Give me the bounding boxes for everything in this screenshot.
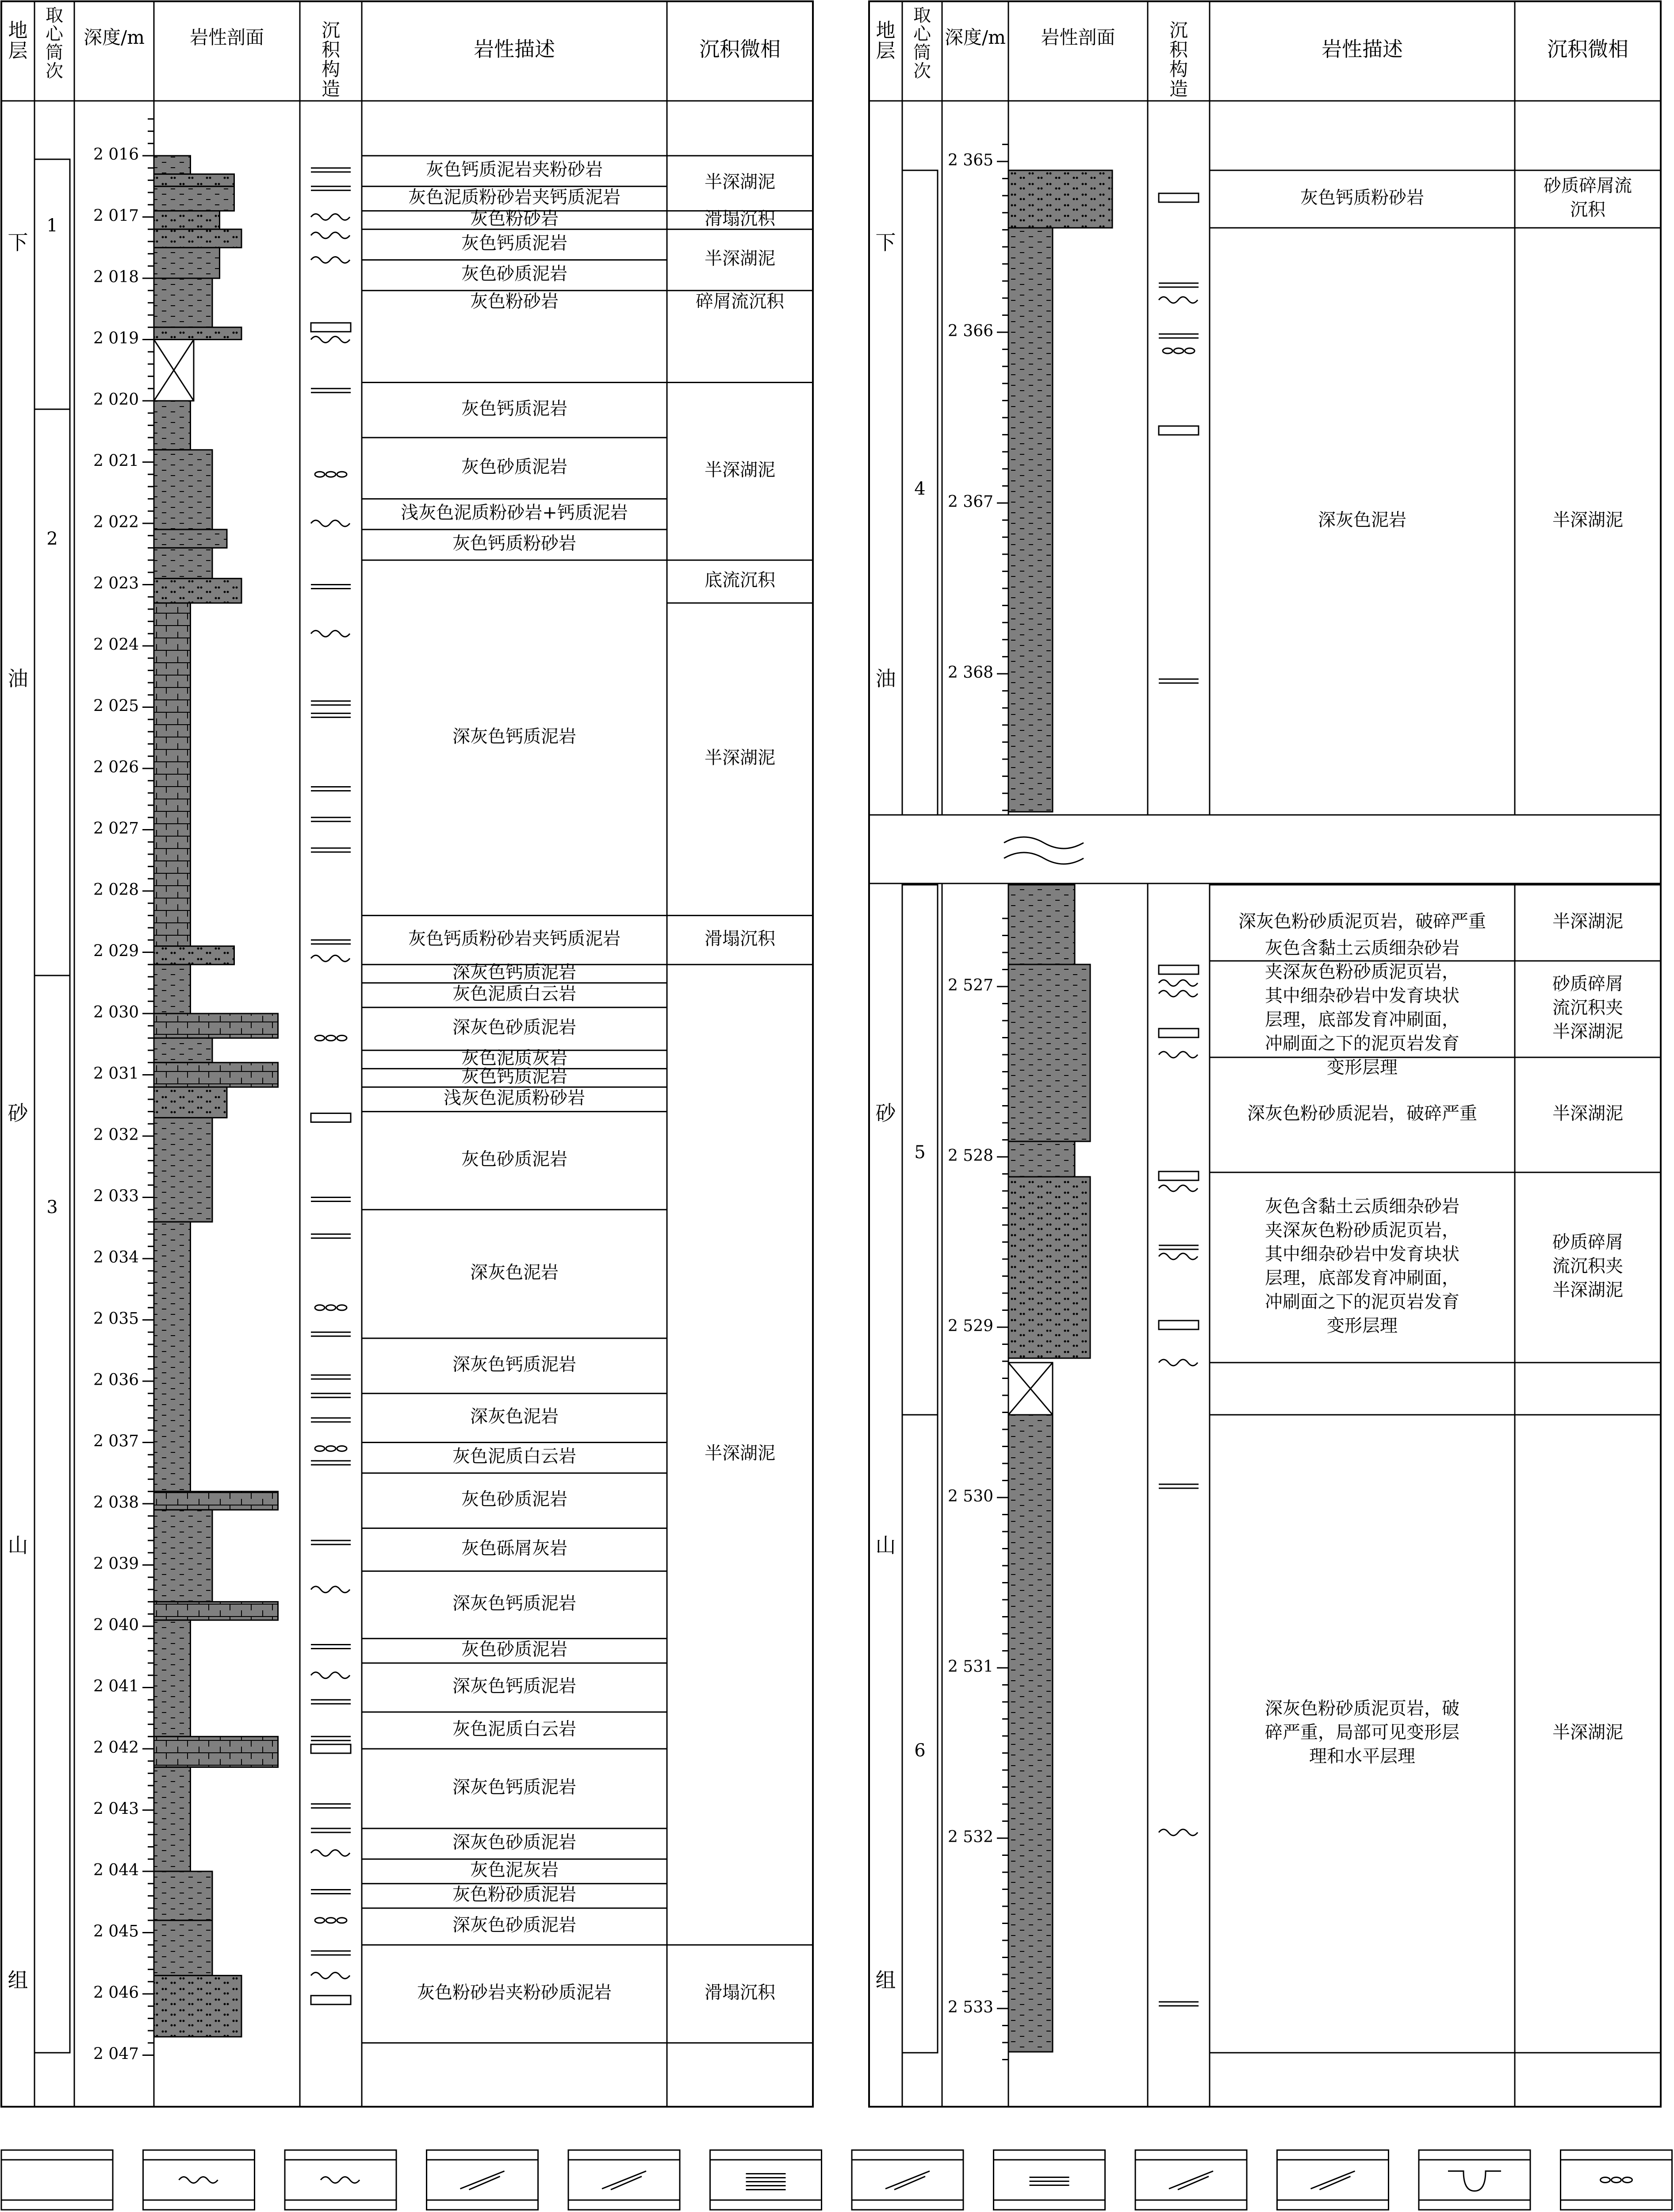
massive-bedding-symbol <box>1159 965 1199 974</box>
lithology-bed <box>1008 1415 1053 2052</box>
scour-surface-symbol <box>311 257 350 263</box>
lithology-bed <box>154 603 191 946</box>
core-run-box <box>34 159 70 409</box>
right-header-facies: 沉积微相 <box>1547 37 1628 61</box>
depth-label: 2 016 <box>93 146 139 164</box>
depth-label: 2 366 <box>947 322 993 340</box>
formation-char: 砂 <box>8 1101 28 1125</box>
description-text: 灰色泥灰岩 <box>470 1860 559 1880</box>
description-text: 浅灰色泥质粉砂岩 <box>444 1087 585 1108</box>
depth-label: 2 527 <box>947 976 993 995</box>
description-text: 深灰色钙质泥岩 <box>452 1593 576 1614</box>
right-header-desc: 岩性描述 <box>1322 37 1403 61</box>
description-text: 浅灰色泥质粉砂岩+钙质泥岩 <box>401 503 628 523</box>
lenticular-bedding-symbol <box>337 1446 347 1451</box>
left-header-desc: 岩性描述 <box>474 37 555 61</box>
lenticular-bedding-symbol <box>315 1305 325 1310</box>
scour-surface-symbol <box>311 1850 350 1856</box>
lithology-bed <box>154 174 234 187</box>
lithology-bed <box>154 1767 191 1871</box>
lithology-bed <box>1008 170 1112 228</box>
facies-text: 碎屑流沉积 <box>696 291 784 312</box>
lenticular-bedding-symbol <box>315 1918 325 1923</box>
description-text: 深灰色粉砂质泥岩，破碎严重 <box>1247 1103 1477 1124</box>
depth-label: 2 044 <box>93 1861 139 1879</box>
scour-surface-symbol <box>311 520 350 526</box>
lithology-bed <box>154 327 241 340</box>
left-header-core <box>46 5 64 81</box>
lithology-bed <box>154 964 191 1014</box>
facies-text: 半深湖泥 <box>1552 1722 1623 1743</box>
lithology-bed <box>154 1975 241 2037</box>
left-panel-frame <box>1 1 813 2107</box>
formation-char: 油 <box>8 667 28 691</box>
lenticular-bedding-symbol <box>1174 348 1184 353</box>
header-char: 构 <box>321 58 341 81</box>
lithology-bed <box>154 1871 212 1920</box>
lithology-bed <box>1008 964 1090 1141</box>
description-text: 深灰色砂质泥岩 <box>452 1915 576 1936</box>
massive-bedding-symbol <box>1159 193 1199 202</box>
scour-surface-symbol <box>1159 1253 1198 1260</box>
description-text: 灰色钙质泥岩 <box>461 1066 567 1087</box>
lithology-bed <box>1008 1141 1075 1177</box>
core-run-number: 2 <box>46 529 58 549</box>
formation-char: 砂 <box>875 1101 896 1125</box>
lithology-bed <box>154 1038 212 1062</box>
legend-box <box>1 2150 113 2210</box>
facies-text: 半深湖泥 <box>705 460 775 480</box>
depth-label: 2 367 <box>947 493 993 511</box>
depth-label: 2 042 <box>93 1739 139 1757</box>
massive-bedding-symbol <box>1159 426 1199 435</box>
facies-text: 砂质碎屑流沉积夹半深湖泥 <box>1552 974 1623 1042</box>
right-header-formation <box>876 19 896 62</box>
header-char: 地 <box>8 19 28 42</box>
lithology-bed <box>1008 1177 1090 1358</box>
header-char: 积 <box>321 39 341 61</box>
lenticular-bedding-symbol <box>337 472 347 477</box>
depth-label: 2 533 <box>947 1998 993 2016</box>
header-char: 沉 <box>1169 19 1188 41</box>
scour-surface-symbol <box>311 1972 350 1978</box>
depth-label: 2 033 <box>93 1187 139 1206</box>
description-text: 灰色泥质白云岩 <box>452 1719 576 1740</box>
description-text: 灰色泥质粉砂岩夹钙质泥岩 <box>408 187 621 207</box>
scour-surface-symbol <box>1159 980 1198 986</box>
depth-label: 2 026 <box>93 758 139 776</box>
right-header-depth: 深度/m <box>945 27 1006 48</box>
description-text: 灰色钙质泥岩夹粉砂岩 <box>426 159 603 180</box>
description-text: 深灰色粉砂质泥页岩，破碎严重，局部可见变形层理和水平层理 <box>1265 1698 1459 1767</box>
lithology-bed <box>154 530 227 548</box>
left-header-struct <box>322 19 341 100</box>
depth-label: 2 022 <box>93 513 139 531</box>
legend-box <box>1561 2150 1672 2210</box>
lenticular-bedding-symbol <box>315 472 325 477</box>
lithology-bed <box>154 1491 278 1510</box>
description-text: 灰色砂质泥岩 <box>461 1639 567 1660</box>
description-text: 深灰色泥岩 <box>1318 510 1406 530</box>
facies-text: 滑塌沉积 <box>705 928 775 949</box>
left-header-depth: 深度/m <box>84 27 145 48</box>
formation-char: 山 <box>875 1533 896 1557</box>
lenticular-bedding-symbol <box>1185 348 1195 353</box>
lithology-bed <box>154 548 212 578</box>
depth-label: 2 027 <box>93 819 139 838</box>
formation-char: 山 <box>8 1533 28 1557</box>
facies-text: 底流沉积 <box>705 570 775 591</box>
massive-bedding-symbol <box>311 1113 351 1122</box>
description-text: 深灰色钙质泥岩 <box>452 1676 576 1697</box>
depth-label: 2 019 <box>93 329 139 348</box>
lithology-bed <box>154 1920 212 1976</box>
header-char: 沉 <box>321 19 341 41</box>
scour-surface-symbol <box>1159 297 1198 303</box>
facies-text: 半深湖泥 <box>1552 1103 1623 1124</box>
core-run-box <box>34 975 70 2053</box>
description-text: 灰色泥质白云岩 <box>452 983 576 1004</box>
depth-label: 2 039 <box>93 1555 139 1573</box>
lithology-bed <box>154 186 234 211</box>
depth-label: 2 031 <box>93 1064 139 1083</box>
formation-char: 组 <box>8 1968 28 1992</box>
depth-label: 2 041 <box>93 1677 139 1696</box>
core-run-box <box>34 409 70 975</box>
facies-text: 砂质碎屑流沉积 <box>1544 176 1632 220</box>
depth-label: 2 529 <box>947 1317 993 1335</box>
description-text: 灰色粉砂质泥岩 <box>452 1884 576 1905</box>
description-text: 深灰色泥岩 <box>470 1262 559 1283</box>
left-header-formation <box>8 19 28 62</box>
lenticular-bedding-symbol <box>326 1035 336 1041</box>
depth-label: 2 040 <box>93 1616 139 1634</box>
description-text: 深灰色砂质泥岩 <box>452 1832 576 1853</box>
lenticular-bedding-symbol <box>1163 348 1172 353</box>
formation-char: 下 <box>875 230 896 254</box>
lithology-bed <box>154 450 212 530</box>
depth-label: 2 020 <box>93 391 139 409</box>
right-header-struct <box>1169 19 1188 100</box>
depth-label: 2 023 <box>93 574 139 593</box>
depth-label: 2 018 <box>93 268 139 286</box>
description-text: 深灰色钙质泥岩 <box>452 1777 576 1798</box>
lithology-bed <box>154 401 191 450</box>
header-char: 地 <box>876 19 896 42</box>
right-panel-frame <box>869 1 1661 2107</box>
depth-label: 2 021 <box>93 452 139 470</box>
lenticular-bedding-symbol <box>337 1918 347 1923</box>
header-char: 取 <box>46 5 63 26</box>
header-char: 造 <box>321 78 341 100</box>
description-text: 深灰色钙质泥岩 <box>452 962 576 983</box>
description-text: 灰色粉砂岩 <box>470 208 559 229</box>
formation-char: 油 <box>875 667 896 691</box>
scour-surface-symbol <box>311 1586 350 1593</box>
formation-char: 下 <box>8 230 28 254</box>
lithology-bed <box>154 1222 191 1491</box>
depth-label: 2 025 <box>93 697 139 715</box>
description-text: 灰色泥质白云岩 <box>452 1446 576 1467</box>
lithology-bed <box>154 946 234 965</box>
header-char: 造 <box>1169 78 1188 100</box>
lithology-bed <box>154 1510 212 1602</box>
depth-label: 2 365 <box>947 151 993 169</box>
description-text: 灰色含黏土云质细杂砂岩夹深灰色粉砂质泥页岩，其中细杂砂岩中发育块状层理，底部发育冲刷面，冲刷面之下的泥页岩发育变形层理 <box>1265 1196 1459 1336</box>
massive-bedding-symbol <box>1159 1321 1199 1329</box>
header-char: 次 <box>913 61 931 81</box>
lithology-bed <box>154 1063 278 1087</box>
lithology-bed <box>154 248 220 278</box>
lenticular-bedding-symbol <box>337 1305 347 1310</box>
lenticular-bedding-symbol <box>337 1035 347 1041</box>
lenticular-bedding-symbol <box>326 1918 336 1923</box>
depth-label: 2 528 <box>947 1147 993 1165</box>
header-char: 心 <box>913 24 931 44</box>
scour-surface-symbol <box>311 630 350 637</box>
lithology-bed <box>154 156 191 174</box>
header-char: 筒 <box>913 42 931 63</box>
description-text: 灰色砾屑灰岩 <box>461 1538 567 1559</box>
lenticular-bedding-symbol <box>315 1035 325 1041</box>
massive-bedding-symbol <box>1159 1029 1199 1037</box>
left-header-litho: 岩性剖面 <box>189 27 264 48</box>
lithology-bed <box>1008 228 1053 812</box>
lithology-bed <box>154 211 220 230</box>
right-header-litho: 岩性剖面 <box>1041 27 1115 48</box>
depth-label: 2 038 <box>93 1494 139 1512</box>
lenticular-bedding-symbol <box>326 472 336 477</box>
core-run-number: 4 <box>914 479 926 499</box>
description-text: 灰色含黏土云质细杂砂岩夹深灰色粉砂质泥页岩，其中细杂砂岩中发育块状层理，底部发育冲刷面，冲刷面之下的泥页岩发育变形层理 <box>1265 938 1459 1078</box>
facies-text: 半深湖泥 <box>705 172 775 192</box>
description-text: 灰色钙质粉砂岩 <box>452 533 576 554</box>
description-text: 灰色钙质粉砂岩夹钙质泥岩 <box>408 928 621 949</box>
massive-bedding-symbol <box>311 323 351 332</box>
depth-label: 2 047 <box>93 2045 139 2063</box>
legend-box <box>994 2150 1105 2210</box>
scour-surface-symbol <box>311 1672 350 1678</box>
scour-surface-symbol <box>311 214 350 220</box>
header-char: 筒 <box>46 42 63 63</box>
lenticular-bedding-symbol <box>326 1305 336 1310</box>
description-text: 深灰色钙质泥岩 <box>452 1354 576 1375</box>
description-text: 深灰色泥岩 <box>470 1406 559 1427</box>
depth-label: 2 530 <box>947 1487 993 1505</box>
description-text: 灰色泥质灰岩 <box>461 1048 567 1068</box>
facies-text: 半深湖泥 <box>705 248 775 269</box>
facies-text: 滑塌沉积 <box>705 208 775 229</box>
massive-bedding-symbol <box>311 1996 351 2005</box>
description-text: 灰色砂质泥岩 <box>461 457 567 477</box>
scour-surface-symbol <box>311 337 350 343</box>
header-char: 层 <box>8 39 28 62</box>
lenticular-bedding-symbol <box>326 1446 336 1451</box>
header-char: 积 <box>1169 39 1188 61</box>
depth-label: 2 036 <box>93 1371 139 1389</box>
header-char: 取 <box>913 5 931 26</box>
description-text: 灰色砂质泥岩 <box>461 264 567 284</box>
scour-surface-symbol <box>311 232 350 238</box>
depth-label: 2 024 <box>93 636 139 654</box>
left-header-facies: 沉积微相 <box>699 37 781 61</box>
depth-label: 2 030 <box>93 1003 139 1022</box>
description-text: 灰色钙质泥岩 <box>461 398 567 419</box>
core-run-number: 5 <box>914 1142 926 1163</box>
scour-surface-symbol <box>1159 1185 1198 1191</box>
description-text: 深灰色钙质泥岩 <box>452 726 576 747</box>
depth-label: 2 043 <box>93 1800 139 1818</box>
massive-bedding-symbol <box>311 1744 351 1753</box>
scour-surface-symbol <box>311 955 350 961</box>
legend-box <box>710 2150 822 2210</box>
facies-text: 半深湖泥 <box>1552 911 1623 932</box>
depth-label: 2 045 <box>93 1922 139 1941</box>
facies-text: 砂质碎屑流沉积夹半深湖泥 <box>1552 1232 1623 1300</box>
core-run-number: 6 <box>914 1740 926 1761</box>
lithology-bed <box>154 1014 278 1038</box>
lithology-bed <box>154 1118 212 1221</box>
description-text: 灰色砂质泥岩 <box>461 1489 567 1510</box>
header-char: 次 <box>46 61 63 81</box>
core-run-number: 1 <box>46 215 58 236</box>
description-text: 灰色粉砂岩 <box>470 291 559 312</box>
depth-label: 2 017 <box>93 207 139 225</box>
lithology-bed <box>154 1620 191 1736</box>
description-text: 灰色砂质泥岩 <box>461 1149 567 1170</box>
depth-label: 2 037 <box>93 1432 139 1451</box>
description-text: 深灰色粉砂质泥页岩，破碎严重 <box>1238 911 1486 932</box>
lithology-bed <box>154 1602 278 1621</box>
description-text: 灰色钙质泥岩 <box>461 233 567 253</box>
depth-label: 2 531 <box>947 1658 993 1676</box>
scour-surface-symbol <box>1159 1829 1198 1836</box>
lithology-bed <box>154 229 241 248</box>
lithology-bed <box>154 579 241 603</box>
scour-surface-symbol <box>1159 1359 1198 1366</box>
depth-label: 2 032 <box>93 1126 139 1144</box>
depth-label: 2 034 <box>93 1248 139 1267</box>
facies-text: 半深湖泥 <box>705 1443 775 1464</box>
lithology-bed <box>154 1736 278 1767</box>
core-run-box <box>902 1415 938 2053</box>
depth-label: 2 532 <box>947 1828 993 1846</box>
massive-bedding-symbol <box>1159 1171 1199 1180</box>
scour-surface-symbol <box>1159 1052 1198 1058</box>
header-char: 心 <box>46 24 63 44</box>
depth-label: 2 368 <box>947 664 993 682</box>
description-text: 深灰色砂质泥岩 <box>452 1017 576 1038</box>
core-run-number: 3 <box>46 1197 58 1217</box>
formation-char: 组 <box>875 1968 896 1992</box>
header-char: 层 <box>876 39 896 62</box>
facies-text: 滑塌沉积 <box>705 1982 775 2003</box>
legend-box <box>1419 2150 1530 2210</box>
header-char: 构 <box>1169 58 1188 81</box>
depth-label: 2 035 <box>93 1310 139 1328</box>
right-header-core <box>913 5 932 81</box>
lenticular-bedding-symbol <box>315 1446 325 1451</box>
depth-label: 2 046 <box>93 1984 139 2002</box>
lithology-bed <box>1008 885 1075 964</box>
depth-label: 2 028 <box>93 881 139 899</box>
depth-label: 2 029 <box>93 942 139 960</box>
scour-surface-symbol <box>1159 991 1198 997</box>
facies-text: 半深湖泥 <box>1552 510 1623 530</box>
depth-gap-band <box>869 815 1661 883</box>
lithology-bed <box>154 1087 227 1118</box>
facies-text: 半深湖泥 <box>705 748 775 768</box>
lithology-bed <box>154 278 212 327</box>
description-text: 灰色钙质粉砂岩 <box>1300 188 1424 208</box>
description-text: 灰色粉砂岩夹粉砂质泥岩 <box>417 1982 612 2003</box>
